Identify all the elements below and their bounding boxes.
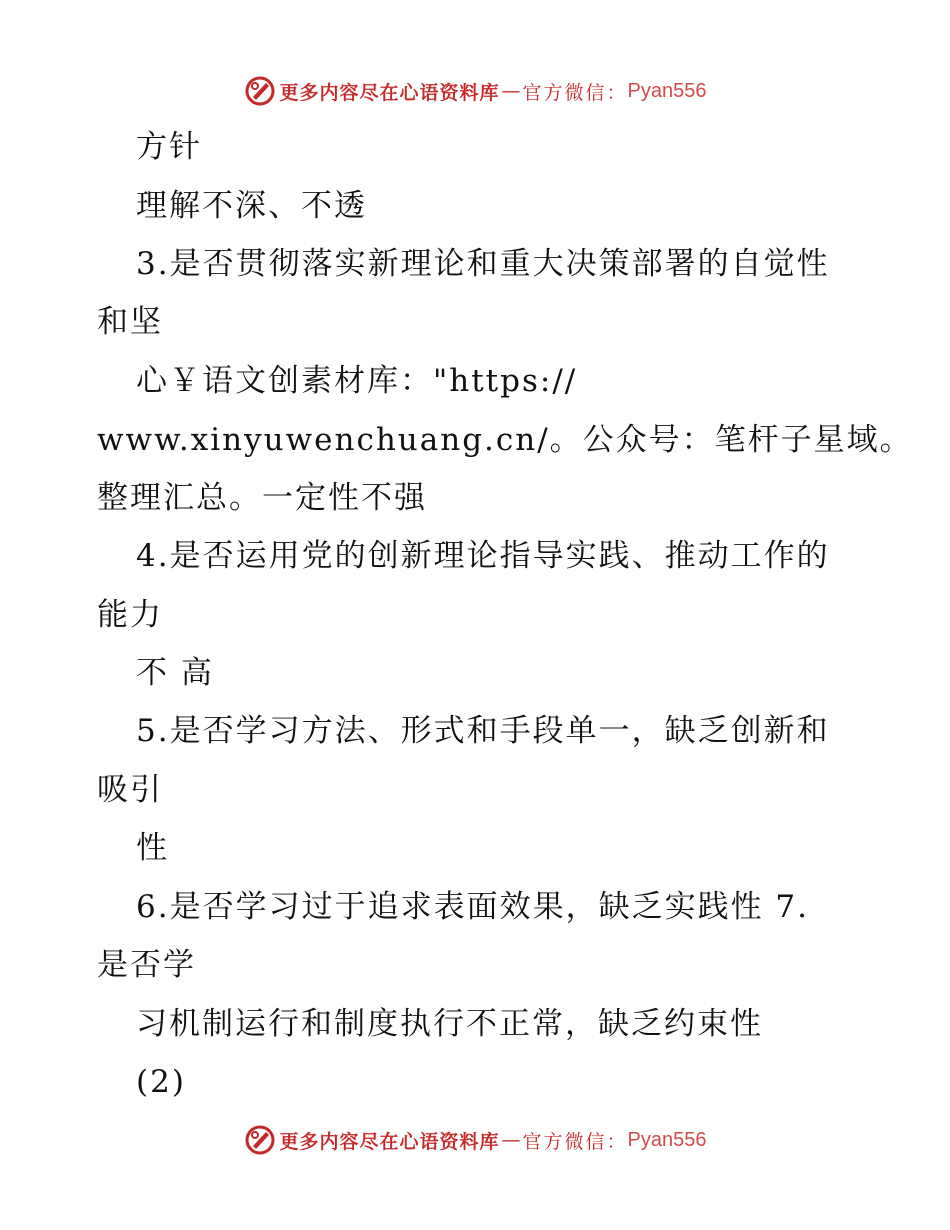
footer-site-text: 更多内容尽在心语资料库 xyxy=(279,1130,500,1153)
body-line: www.xinyuwenchuang.cn/。公众号：笔杆子星域。 xyxy=(97,422,913,458)
body-line: 4.是否运用党的创新理论指导实践、推动工作的 xyxy=(136,538,830,574)
body-line: 和坚 xyxy=(97,304,163,340)
body-line: 能力 xyxy=(97,597,163,633)
body-line: 是否学 xyxy=(97,947,196,983)
body-line: 理解不深、不透 xyxy=(136,188,367,224)
body-line: 不 高 xyxy=(136,655,214,691)
body-line: 6.是否学习过于追求表面效果，缺乏实践性 7. xyxy=(136,889,810,925)
body-line: 整理汇总。一定性不强 xyxy=(97,480,427,516)
brand-logo-icon xyxy=(244,75,276,107)
brand-logo-icon xyxy=(244,1124,276,1156)
body-line: 5.是否学习方法、形式和手段单一，缺乏创新和 xyxy=(136,713,830,749)
header-site-text: 更多内容尽在心语资料库 xyxy=(279,81,500,104)
header-banner xyxy=(0,71,950,111)
footer-banner xyxy=(0,1120,950,1160)
body-line: 方针 xyxy=(136,129,202,165)
footer-separator: — xyxy=(501,1129,521,1151)
header-separator: — xyxy=(501,80,521,102)
footer-wechat-id: Pyan556 xyxy=(627,1128,707,1151)
body-line: 3.是否贯彻落实新理论和重大决策部署的自觉性 xyxy=(136,246,830,282)
body-line: 吸引 xyxy=(97,772,163,808)
body-line: 性 xyxy=(136,830,169,866)
body-line: 心￥语文创素材库："https:// xyxy=(136,363,578,399)
body-line: 习机制运行和制度执行不正常，缺乏约束性 xyxy=(136,1006,763,1042)
header-wechat-label: 官方微信： xyxy=(522,81,628,104)
footer-wechat-label: 官方微信： xyxy=(522,1130,628,1153)
body-line: (2) xyxy=(136,1064,186,1100)
header-wechat-id: Pyan556 xyxy=(627,79,707,102)
